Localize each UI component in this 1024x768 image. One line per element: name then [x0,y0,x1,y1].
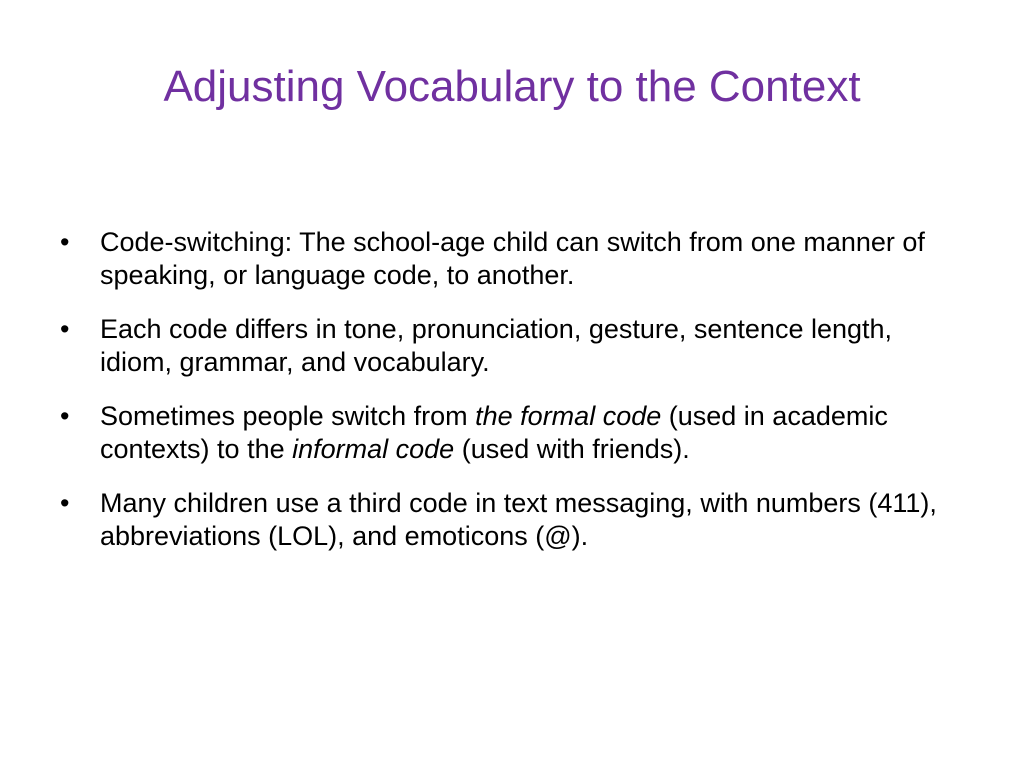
bullet-list [60,226,965,574]
slide-title: Adjusting Vocabulary to the Context [163,62,861,111]
list-item [60,400,965,466]
text-segment: (used with friends). [454,434,690,464]
text-segment: (used in academic contexts) to the [100,401,888,464]
list-item [60,487,965,553]
bullet-icon: • [60,401,70,431]
bullet-icon: • [60,314,70,344]
bullet-icon: • [60,488,70,518]
list-item [60,226,965,292]
text-segment: Sometimes people switch from [100,401,476,431]
italic-term-formal-code: the formal code [475,401,662,431]
bullet-icon: • [60,227,70,257]
bullet-text: Many children use a third code in text messaging, with numbers (411), abbreviations (LOL), and emoticons (@). [100,488,937,551]
list-item [60,313,965,379]
bullet-text [100,401,888,464]
bullet-text: Each code differs in tone, pronunciation, gesture, sentence length, idiom, grammar, and vocabulary. [100,314,893,377]
bullet-text: Code-switching: The school-age child can switch from one manner of speaking, or language code, to another. [100,227,925,290]
italic-term-informal-code: informal code [292,434,455,464]
